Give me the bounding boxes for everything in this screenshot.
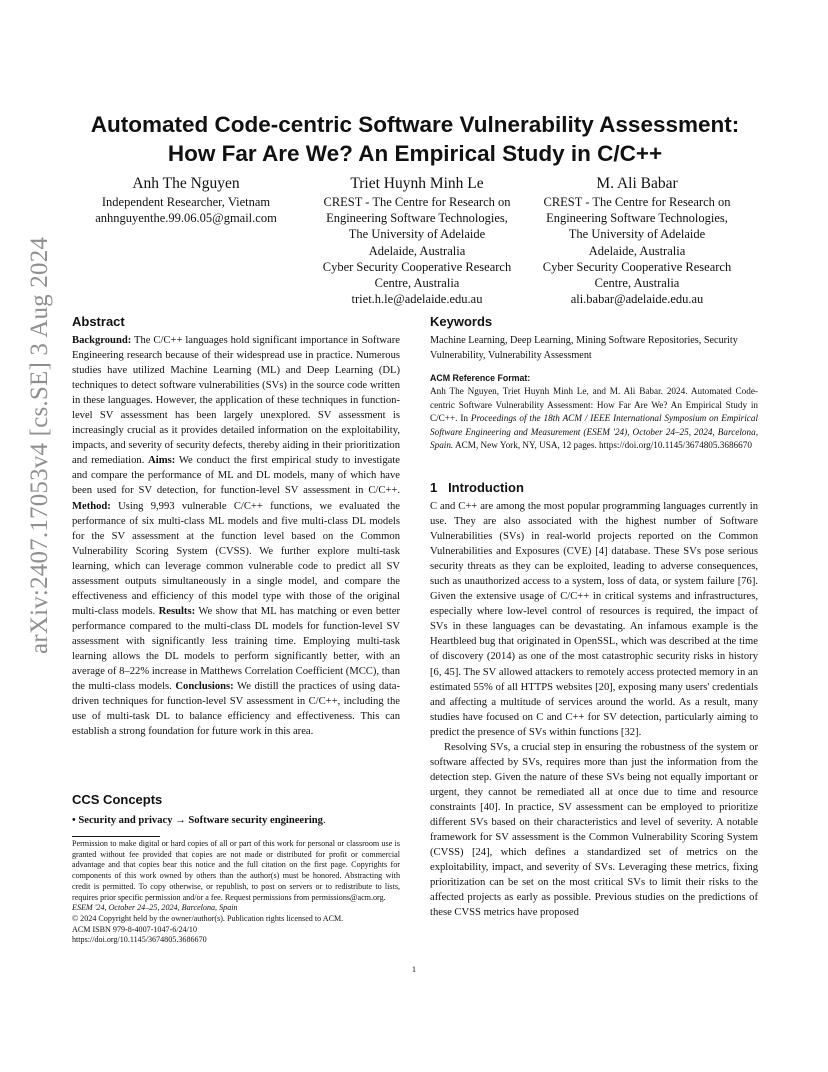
ccs-concepts — [72, 813, 400, 828]
author-3-affiliation-line: Adelaide, Australia — [588, 243, 686, 258]
author-2-affiliation-line: Engineering Software Technologies, — [326, 211, 508, 226]
introduction-paragraph-1: C and C++ are among the most popular programming languages currently in use. They are also associated with the highest number of Software Vulnerabilities (SVs) in real-world projects reported on the Common Vulnerabilities and Exposures (CVE) [4] database. These SVs pose serious security threats as they can be exploited, leading to adverse consequences, such as unauthorized access to a system, loss of data, or system failure [76]. Given the extensive usage of C/C++ in critical systems and infrastructures, especially where low-level control of resources is required, the impact of SVs in these languages can be devastating. An infamous example is the Heartbleed bug that originated in OpenSSL, which was described at the time of discovery (2014) as one of the most catastrophic security risks in history [6, 45]. The SV allowed attackers to remotely access protected memory in an estimated 55% of all HTTPS websites [20], exposing many users' credentials and affecting a multitude of services around the world. As a result, many studies have focused on C and C++ for SV detection, particularly aiming to predict the presence of SVs within functions [32]. — [430, 501, 758, 738]
results-text: We show that ML has matching or even better performance compared to the multi-class DL models for function-level SV assessment with significantly less training time. Employing multi-task learning allows the DL models to perform significantly better, with an average of 8–22% increase in Matthews Correlation Coefficient (MCC), than the multi-class models. — [72, 605, 400, 693]
permission-block — [72, 839, 400, 946]
author-2-affiliation-line: Cyber Security Cooperative Research — [322, 259, 512, 274]
aims-label: Aims: — [148, 455, 176, 467]
venue-line — [72, 903, 400, 914]
author-2-affiliation-line: CREST - The Centre for Research on — [323, 195, 511, 209]
ccs-heading: CCS Concepts — [72, 792, 163, 807]
introduction-paragraph-2: Resolving SVs, a crucial step in ensuring the robustness of the system or software affected by SVs, requires more than just the information from the detection step. Given the nature of these SVs being not equally important or urgent, they cannot be remediated all at once due to time and resource constraints [40]. In practice, SV assessment can be employed to prioritize different SVs based on their characteristics and level of severity. A notable framework for SV assessment is the Common Vulnerability Scoring System (CVSS) [24], which defines a standardized set of metrics on the exploitability, impact, and severity of SVs. Leveraging these metrics, fixing prioritization can be set on the most critical SVs to limit their risks to the affected projects as early as possible. Previous studies on the predictions of these CVSS metrics have proposed — [430, 741, 758, 919]
author-3-affiliation-line: The University of Adelaide — [568, 227, 706, 242]
acm-reference-section — [430, 373, 758, 453]
title-line-2: How Far Are We? An Empirical Study in C/C++ — [167, 141, 663, 166]
keywords-heading: Keywords — [430, 314, 493, 329]
author-3-name: M. Ali Babar — [596, 175, 678, 192]
author-3 — [527, 174, 747, 307]
aims-text: We conduct the first empirical study to investigate and compare the performance of ML and DL models, many of which have been used for SV detection, for function-level SV assessment in C/C++. — [72, 455, 400, 497]
conclusions-label: Conclusions: — [175, 681, 234, 693]
background-text: The C/C++ languages hold significant importance in Software Engineering research because of their widespread use in practice. Numerous studies have utilized Machine Learning (ML) and Deep Learning (DL) techniques to detect software vulnerabilities (SVs) in the source code written in these languages. However, the application of these techniques in function-level SV assessment has been largely unexplored. SV assessment is increasingly crucial as it provides detailed information on the exploitability, impacts, and severity of security defects, thereby aiding in their prioritization and remediation. — [72, 335, 400, 467]
introduction-heading: 1 Introduction — [430, 480, 524, 495]
acm-reference-text — [430, 385, 758, 453]
author-2-affiliation-line: Adelaide, Australia — [368, 243, 466, 258]
ccs-bullet: • Security and privacy → Software security engineering — [72, 815, 323, 826]
abstract-heading: Abstract — [72, 314, 125, 329]
author-3-affiliation-line: Cyber Security Cooperative Research — [542, 259, 732, 274]
author-1-affiliation: Independent Researcher, Vietnam — [101, 195, 271, 209]
author-3-affiliation-line: Centre, Australia — [594, 276, 680, 291]
author-2-affiliation-line: The University of Adelaide — [348, 227, 486, 242]
author-2-affiliation-line: Centre, Australia — [374, 276, 460, 291]
conclusions-text: We distill the practices of using data-driven techniques for function-level SV assessment in C/C++, including the use of multi-task DL to balance efficiency and effectiveness. This can establish a strong foundation for future work in this area. — [72, 681, 400, 738]
author-1-name: Anh The Nguyen — [132, 175, 240, 192]
ccs-period: . — [322, 815, 326, 826]
acm-reference-heading: ACM Reference Format: — [430, 373, 531, 383]
ccs-section — [72, 792, 400, 828]
copyright-line: © 2024 Copyright held by the owner/author(s). Publication rights licensed to ACM. — [72, 913, 344, 923]
keywords-text: Machine Learning, Deep Learning, Mining Software Repositories, Security Vulnerability, Vulnerability Assessment — [430, 335, 738, 361]
arxiv-identifier: arXiv:2407.17053v4 [cs.SE] 3 Aug 2024 — [26, 236, 53, 654]
results-label: Results: — [158, 605, 196, 617]
isbn-line: ACM ISBN 979-8-4007-1047-6/24/10 — [72, 924, 198, 934]
acm-reference-part1: Anh The Nguyen, Triet Huynh Minh Le, and M. Ali Babar. 2024. Automated Code-centric Software Vulnerability Assessment: How Far Are We? An Empirical Study in C/C++. In — [430, 386, 758, 424]
author-3-affiliation-line: CREST - The Centre for Research on — [543, 195, 731, 209]
acm-reference-part2: ACM, New York, NY, USA, 12 pages. https://doi.org/10.1145/3674805.3686670 — [453, 440, 752, 451]
abstract-body — [72, 333, 400, 739]
author-1-email: anhnguyenthe.99.06.05@gmail.com — [95, 211, 277, 226]
acm-reference-proceedings: Proceedings of the 18th ACM / IEEE International Symposium on Empirical Software Engineering and Measurement (ESEM '24), October 24–25, 2024, Barcelona, Spain. — [430, 413, 759, 451]
doi-line: https://doi.org/10.1145/3674805.3686670 — [72, 935, 207, 945]
title-line-1: Automated Code-centric Software Vulnerability Assessment: — [90, 112, 740, 137]
author-2-email: triet.h.le@adelaide.edu.au — [351, 292, 483, 307]
introduction-section — [430, 480, 758, 920]
author-3-affiliation-line: Engineering Software Technologies, — [546, 211, 728, 226]
method-label: Method: — [72, 500, 111, 512]
page-number: 1 — [411, 964, 417, 974]
method-text: Using 9,993 vulnerable C/C++ functions, we evaluated the performance of six multi-class ML models and five multi-class DL models for the SV assessment at the function level based on the Common Vulnerability Scoring System (CVSS). We further explore multi-task learning, which can leverage common vulnerable code to predict all SV assessment outputs simultaneously in a single model, and compare the effectiveness and efficiency of this model type with those of the original multi-class models. — [72, 500, 400, 617]
venue-text: ESEM '24, October 24–25, 2024, Barcelona, Spain — [72, 903, 238, 913]
author-1 — [88, 174, 284, 226]
author-3-email: ali.babar@adelaide.edu.au — [570, 292, 704, 307]
background-label: Background: — [72, 335, 132, 346]
author-2 — [307, 174, 527, 307]
permission-text: Permission to make digital or hard copies of all or part of this work for personal or classroom use is granted without fee provided that copies are not made or distributed for profit or commercial advantage and that copies bear this notice and the full citation on the first page. Copyrights for components of this work owned by others than the author(s) must be honored. Abstracting with credit is permitted. To copy otherwise, or republish, to post on servers or to redistribute to lists, requires prior specific permission and/or a fee. Request permissions from permissions@acm.org. — [72, 839, 400, 902]
footnote-divider — [72, 836, 160, 837]
author-2-name: Triet Huynh Minh Le — [350, 175, 484, 192]
keywords-section — [430, 314, 758, 363]
abstract-section — [72, 314, 400, 739]
paper-title — [70, 110, 760, 168]
